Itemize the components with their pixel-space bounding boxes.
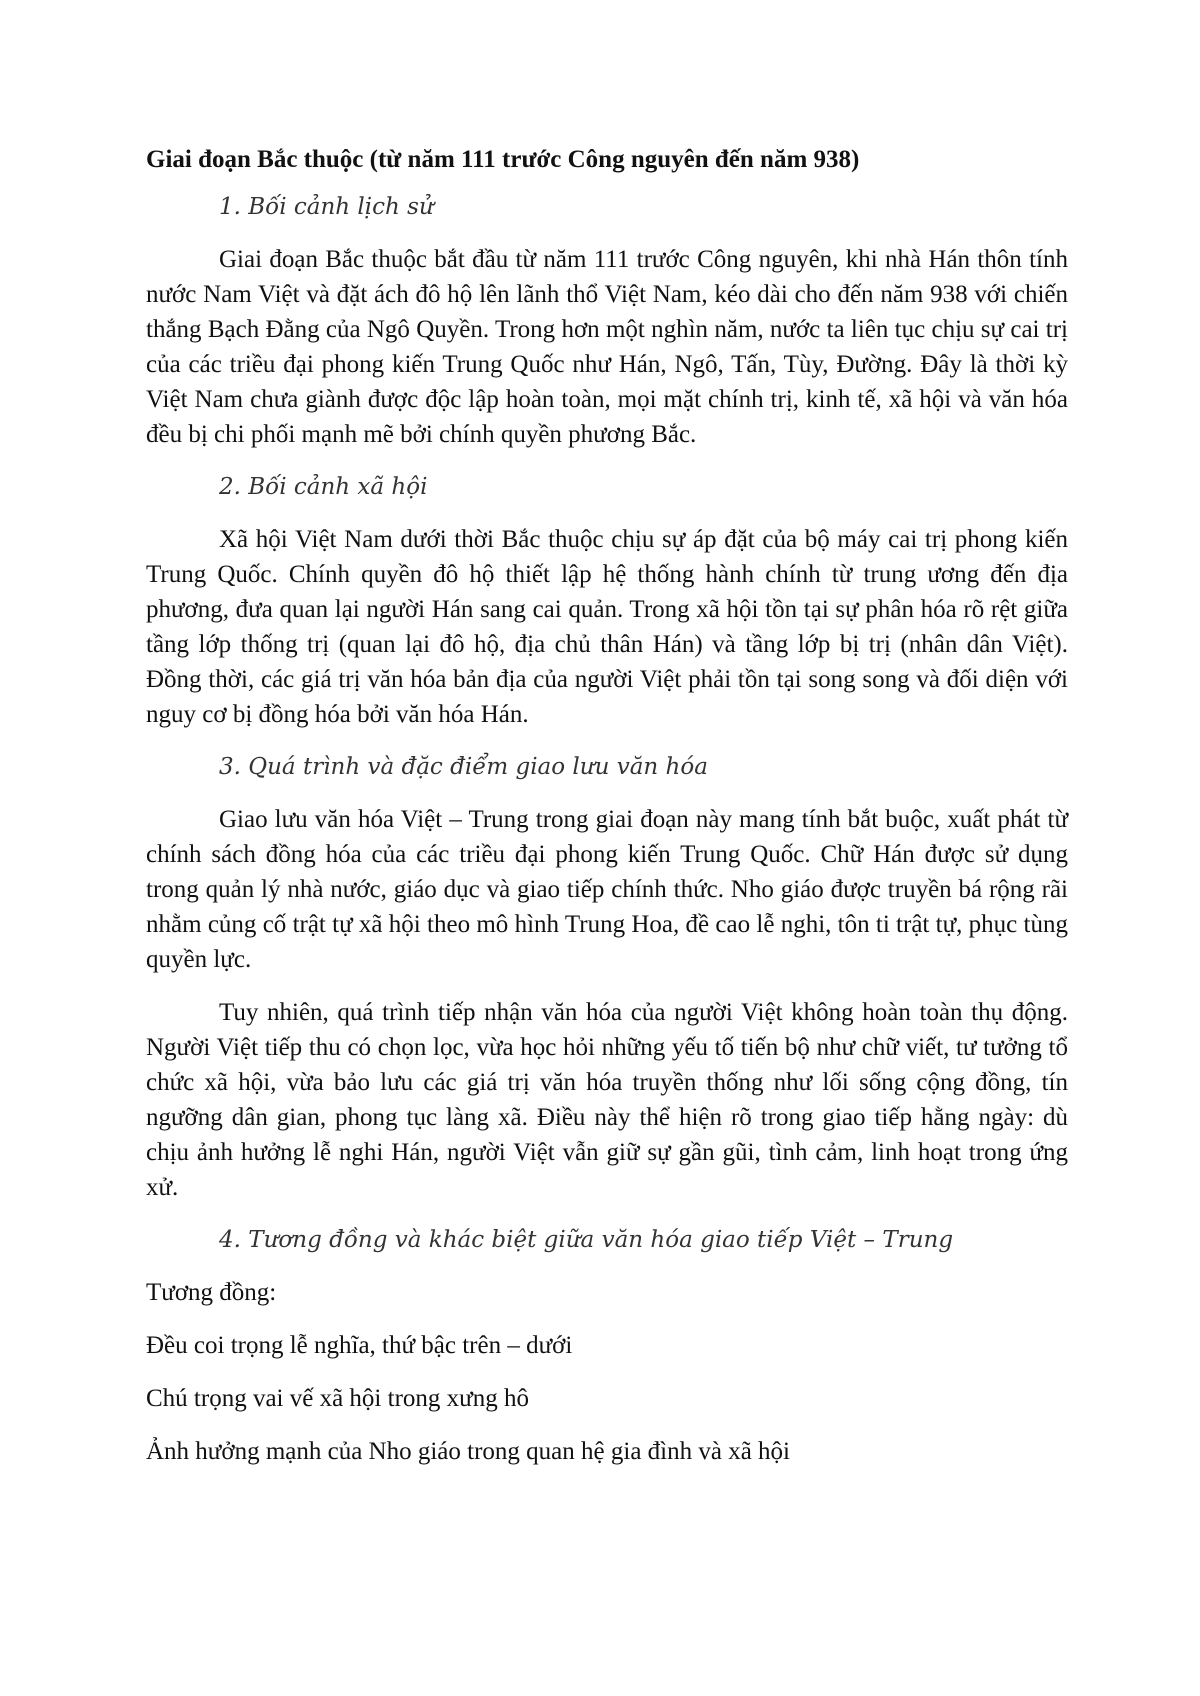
document-page xyxy=(146,142,1068,1487)
paragraph-historical-context: Giai đoạn Bắc thuộc bắt đầu từ năm 111 trước Công nguyên, khi nhà Hán thôn tính nước Nam Việt và đặt ách đô hộ lên lãnh thổ Việt Nam, kéo dài cho đến năm 938 với chiến thắng Bạch Đằng của Ngô Quyền. Trong hơn một nghìn năm, nước ta liên tục chịu sự cai trị của các triều đại phong kiến Trung Quốc như Hán, Ngô, Tấn, Tùy, Đường. Đây là thời kỳ Việt Nam chưa giành được độc lập hoàn toàn, mọi mặt chính trị, kinh tế, xã hội và văn hóa đều bị chi phối mạnh mẽ bởi chính quyền phương Bắc. xyxy=(146,246,1068,448)
paragraph-cultural-exchange-1: Giao lưu văn hóa Việt – Trung trong giai đoạn này mang tính bắt buộc, xuất phát từ chính sách đồng hóa của các triều đại phong kiến Trung Quốc. Chữ Hán được sử dụng trong quản lý nhà nước, giáo dục và giao tiếp chính thức. Nho giáo được truyền bá rộng rãi nhằm củng cố trật tự xã hội theo mô hình Trung Hoa, đề cao lễ nghi, tôn ti trật tự, phục tùng quyền lực. xyxy=(146,806,1068,973)
similarity-item: Ảnh hưởng mạnh của Nho giáo trong quan hệ gia đình và xã hội xyxy=(146,1438,790,1465)
similarity-item: Đều coi trọng lễ nghĩa, thứ bậc trên – dưới xyxy=(146,1332,573,1359)
paragraph-social-context: Xã hội Việt Nam dưới thời Bắc thuộc chịu sự áp đặt của bộ máy cai trị phong kiến Trung Quốc. Chính quyền đô hộ thiết lập hệ thống hành chính từ trung ương đến địa phương, đưa quan lại người Hán sang cai quản. Trong xã hội tồn tại sự phân hóa rõ rệt giữa tầng lớp thống trị (quan lại đô hộ, địa chủ thân Hán) và tầng lớp bị trị (nhân dân Việt). Đồng thời, các giá trị văn hóa bản địa của người Việt phải tồn tại song song và đối diện với nguy cơ bị đồng hóa bởi văn hóa Hán. xyxy=(146,526,1068,728)
section-heading-social-context: 2. Bối cảnh xã hội xyxy=(219,474,428,500)
paragraph-cultural-exchange-2: Tuy nhiên, quá trình tiếp nhận văn hóa của người Việt không hoàn toàn thụ động. Người Việt tiếp thu có chọn lọc, vừa học hỏi những yếu tố tiến bộ như chữ viết, tư tưởng tổ chức xã hội, vừa bảo lưu các giá trị văn hóa truyền thống như lối sống cộng đồng, tín ngưỡng dân gian, phong tục làng xã. Điều này thể hiện rõ trong giao tiếp hằng ngày: dù chịu ảnh hưởng lễ nghi Hán, người Việt vẫn giữ sự gần gũi, tình cảm, linh hoạt trong ứng xử. xyxy=(146,999,1068,1201)
document-title: Giai đoạn Bắc thuộc (từ năm 111 trước Công nguyên đến năm 938) xyxy=(146,146,860,173)
section-heading-cultural-exchange: 3. Quá trình và đặc điểm giao lưu văn hóa xyxy=(219,754,708,780)
section-heading-historical-context: 1. Bối cảnh lịch sử xyxy=(219,194,434,220)
section-heading-similarities-differences: 4. Tương đồng và khác biệt giữa văn hóa giao tiếp Việt – Trung xyxy=(219,1227,954,1253)
similarities-label: Tương đồng: xyxy=(146,1279,277,1306)
similarity-item: Chú trọng vai vế xã hội trong xưng hô xyxy=(146,1385,529,1412)
